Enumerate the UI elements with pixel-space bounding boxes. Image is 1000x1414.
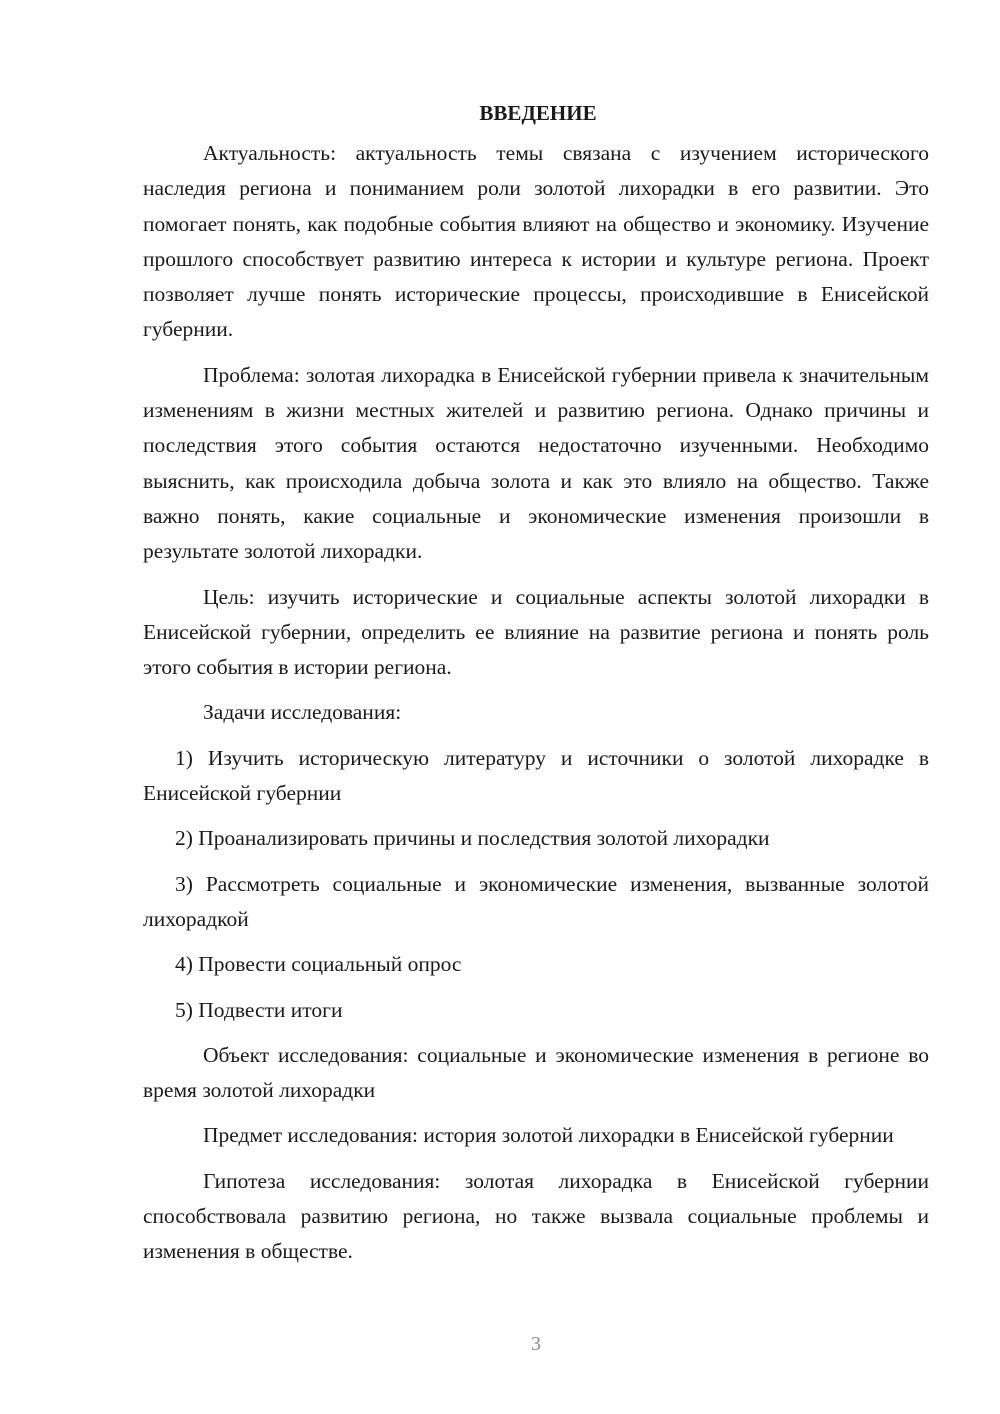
object-paragraph: Объект исследования: социальные и экономические изменения в регионе во время золотой лихорадки bbox=[143, 1042, 929, 1103]
tasks-heading: Задачи исследования: bbox=[203, 700, 402, 725]
subject-paragraph: Предмет исследования: история золотой лихорадки в Енисейской губернии bbox=[203, 1123, 894, 1148]
task-item-5: 5) Подвести итоги bbox=[175, 997, 343, 1022]
task-item-3: 3) Рассмотреть социальные и экономические изменения, вызванные золотой лихорадкой bbox=[143, 871, 929, 931]
problem-paragraph: Проблема: золотая лихорадка в Енисейской губернии привела к значительным изменениям в жизни местных жителей и развитию региона. Однако причины и последствия этого события остаются недостаточно изученными. Необходимо выяснить, как происходила добыча золота и как это влияло на общество. Также важно понять, какие социальные и экономические изменения произошли в результате золотой лихорадки. bbox=[143, 362, 929, 564]
hypothesis-paragraph: Гипотеза исследования: золотая лихорадка в Енисейской губернии способствовала развитию региона, но также вызвала социальные проблемы и изменения в обществе. bbox=[143, 1168, 929, 1264]
task-item-4: 4) Провести социальный опрос bbox=[175, 952, 462, 977]
task-item-1: 1) Изучить историческую литературу и источники о золотой лихорадке в Енисейской губернии bbox=[143, 745, 929, 806]
goal-paragraph: Цель: изучить исторические и социальные аспекты золотой лихорадки в Енисейской губернии, определить ее влияние на развитие региона и понять роль этого события в истории региона. bbox=[143, 584, 929, 680]
document-body bbox=[143, 96, 929, 1270]
page-title: ВВЕДЕНИЕ bbox=[479, 101, 597, 125]
relevance-paragraph: Актуальность: актуальность темы связана с изучением исторического наследия региона и пониманием роли золотой лихорадки в его развитии. Это помогает понять, как подобные события влияют на общество и экономику. Изучение прошлого способствует развитию интереса к истории и культуре региона. Проект позволяет лучше понять исторические процессы, происходившие в Енисейской губернии. bbox=[143, 141, 929, 342]
page-number: 3 bbox=[531, 1333, 541, 1355]
task-item-2: 2) Проанализировать причины и последствия золотой лихорадки bbox=[175, 826, 770, 851]
